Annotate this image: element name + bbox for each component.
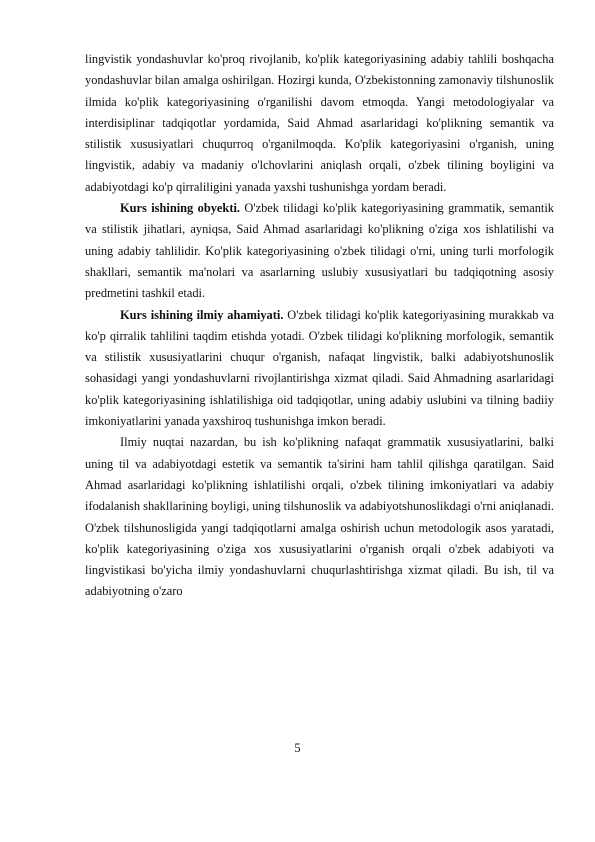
page-number: 5: [294, 741, 301, 755]
paragraph-object: [85, 198, 554, 304]
paragraph-text: O'zbek tilidagi ko'plik kategoriyasining grammatik, semantik va stilistik jihatlari, ayniqsa, Said Ahmad asarlaridagi ko'plikning o'ziga xos ishlatilishi va uning adabiy tahlilidir. Ko'plik kategoriyasining o'zbek tilidagi o'rni, uning turli morfologik shakllari, semantik ma'nolari va asarlarning uslubiy xususiyatlari bu tadqiqotning asosiy predmetini tashkil etadi.: [85, 201, 554, 301]
paragraph-heading: Kurs ishining ilmiy ahamiyati.: [120, 307, 284, 322]
paragraph-scientific-view: [85, 432, 554, 602]
paragraph-text: O'zbek tilidagi ko'plik kategoriyasining murakkab va ko'p qirralik tahlilini taqdim etishda yotadi. O'zbek tilidagi ko'plikning morfologik, semantik va stilistik xususiyatlarini chuqur o'rganish, nafaqat lingvistik, balki adabiyotshunoslik sohasidagi yangi yondashuvlarni rivojlantirishga xizmat qiladi. Said Ahmadning asarlaridagi ko'plik kategoriyasining ishlatilishiga oid tadqiqotlar, uning adabiy uslubini va tilning badiiy imkoniyatlarini yanada yaxshiroq tushunishga imkon beradi.: [85, 307, 555, 429]
paragraph-text: Ilmiy nuqtai nazardan, bu ish ko'plikning nafaqat grammatik xususiyatlarini, balki uning til va adabiyotdagi estetik va semantik ta'sirini ham tahlil qilishga qaratilgan. Said Ahmad asarlaridagi ko'plikning ishlatilishi orqali, o'zbek tilining imkoniyatlari va adabiy ifodalanish shakllarining boyligi, uning tilshunoslik va adabiyotshunoslikdagi o'rni aniqlanadi. O'zbek tilshunosligida yangi tadqiqotlarni amalga oshirish uchun metodologik asos yaratadi, ko'plik kategoriyasining o'ziga xos xususiyatlarini o'rganish orqali o'zbek adabiyoti va lingvistikasi bo'yicha ilmiy yondashuvlarni chuqurlashtirishga xizmat qiladi. Bu ish, til va adabiyotning o'zaro: [85, 435, 554, 599]
paragraph-heading: Kurs ishining obyekti.: [120, 201, 240, 216]
paragraph-significance: [85, 305, 554, 433]
body-text: [85, 49, 554, 603]
paragraph-continuation: [85, 49, 554, 198]
paragraph-text: lingvistik yondashuvlar ko'proq rivojlanib, ko'plik kategoriyasining adabiy tahlili boshqacha yondashuvlar bilan amalga oshirilgan. Hozirgi kunda, O'zbekistonning zamonaviy tilshunoslik ilmida ko'plik kategoriyasining o'rganilishi davom etmoqda. Yangi metodologiyalar va interdisiplinar tadqiqotlar yordamida, Said Ahmad asarlaridagi ko'plikning semantik va stilistik xususiyatlari chuqurroq o'rganilmoqda. Ko'plik kategoriyasini o'rganish, uning lingvistik, adabiy va madaniy o'lchovlarini aniqlash orqali, o'zbek tilining boyligini va adabiyotdagi ko'p qirraliligini yanada yaxshi tushunishga yordam beradi.: [85, 52, 554, 194]
